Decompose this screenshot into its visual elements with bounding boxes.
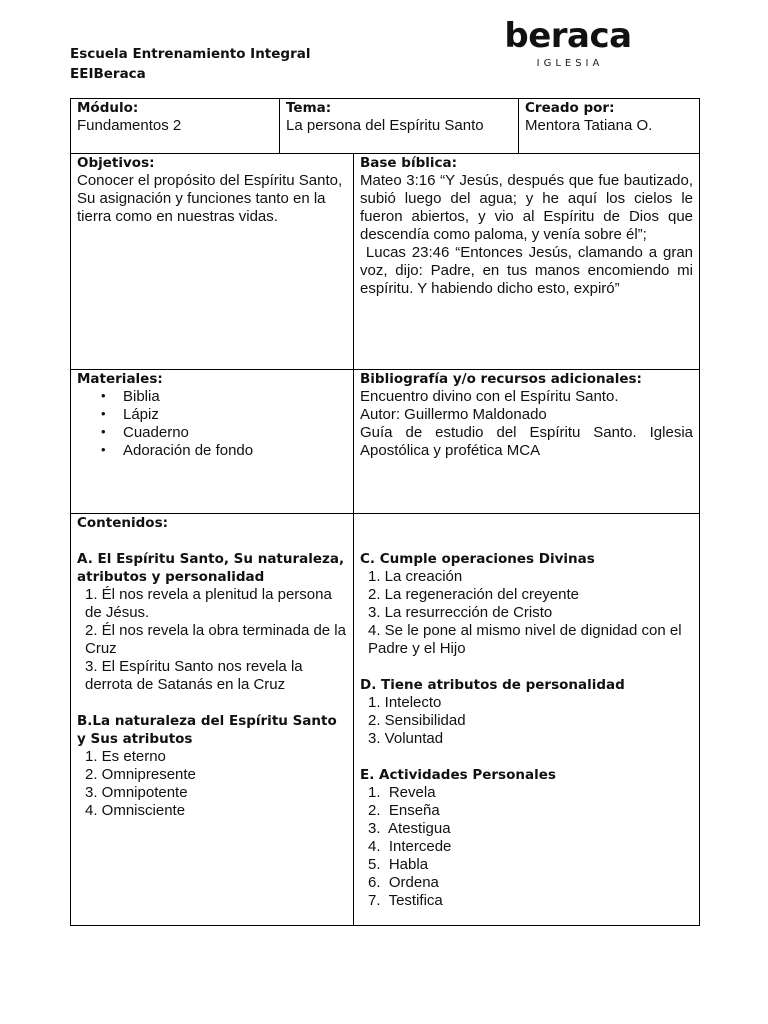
materiales-label: Materiales: [77,371,163,387]
bibliografia-line: Guía de estudio del Espíritu Santo. Iglesia Apostólica y profética MCA [360,424,694,459]
school-name-line2: EEIBeraca [70,66,146,82]
list-item: 3. La resurrección de Cristo [368,604,553,621]
objectives-row [71,154,700,370]
objetivos-cell [71,154,354,370]
bibliografia-label: Bibliografía y/o recursos adicionales: [360,371,642,387]
tema-cell [280,99,519,154]
list-item: 1. Intelecto [368,694,442,711]
church-logo [498,14,638,70]
bibliografia-cell [354,370,700,514]
section-e-title: E. Actividades Personales [360,767,556,783]
school-name [70,44,310,84]
list-item: • Adoración de fondo [101,442,347,460]
list-item: 6. Ordena [368,874,439,891]
materiales-list [77,388,347,460]
list-item: 2. Él nos revela la obra terminada de la Cruz [85,622,346,657]
section-d-title: D. Tiene atributos de personalidad [360,677,625,693]
modulo-label: Módulo: [77,100,139,116]
base-biblica-label: Base bíblica: [360,155,458,171]
creado-cell [519,99,700,154]
list-item: • Lápiz [101,406,347,424]
contenidos-left-cell [71,514,354,926]
objetivos-label: Objetivos: [77,155,155,171]
section-c-title: C. Cumple operaciones Divinas [360,551,595,567]
tema-label: Tema: [286,100,332,116]
logo-subtitle: IGLESIA [536,58,604,69]
list-item: 3. Omnipotente [85,784,188,801]
list-item: 4. Se le pone al mismo nivel de dignidad con el Padre y el Hijo [368,622,682,657]
list-item: 4. Omnisciente [85,802,186,819]
list-item: 1. Él nos revela a plenitud la persona de Jésus. [85,586,332,621]
bibliografia-line: Encuentro divino con el Espíritu Santo. [360,388,619,405]
contenidos-right-cell [354,514,700,926]
base-biblica-cell [354,154,700,370]
list-item: 3. Atestigua [368,820,451,837]
list-item: • Biblia [101,388,347,406]
list-item: 5. Habla [368,856,429,873]
tema-value: La persona del Espíritu Santo [286,117,484,134]
lesson-plan-table [70,98,700,926]
materials-row [71,370,700,514]
section-b-title: B.La naturaleza del Espíritu Santo y Sus atributos [77,713,337,747]
base-biblica-text-1: Mateo 3:16 “Y Jesús, después que fue bautizado, subió luego del agua; y he aquí los cielos le fueron abiertos, y vio al Espíritu de Dios que descendía como paloma, y venía sobre él”; [360,172,694,243]
list-item: 1. Revela [368,784,436,801]
modulo-value: Fundamentos 2 [77,117,182,134]
logo-brand: beraca [504,16,632,56]
list-item: 3. El Espíritu Santo nos revela la derrota de Satanás en la Cruz [85,658,303,693]
list-item: 2. Sensibilidad [368,712,466,729]
modulo-cell [71,99,280,154]
bibliografia-line: Autor: Guillermo Maldonado [360,406,547,423]
list-item: 2. Omnipresente [85,766,196,783]
school-name-line1: Escuela Entrenamiento Integral [70,46,311,62]
section-a-title: A. El Espíritu Santo, Su naturaleza, atributos y personalidad [77,551,345,585]
creado-value: Mentora Tatiana O. [525,117,653,134]
list-item: 4. Intercede [368,838,452,855]
base-biblica-text-2: Lucas 23:46 “Entonces Jesús, clamando a gran voz, dijo: Padre, en tus manos encomiendo mi espíritu. Y habiendo dicho esto, expiró” [360,244,698,297]
list-item: 1. Es eterno [85,748,166,765]
objetivos-text: Conocer el propósito del Espíritu Santo, Su asignación y funciones tanto en la tierra como en nuestras vidas. [77,172,343,225]
list-item: 7. Testifica [368,892,443,909]
list-item: 1. La creación [368,568,463,585]
list-item: 2. La regeneración del creyente [368,586,579,603]
materiales-cell [71,370,354,514]
header-row [71,99,700,154]
list-item: 3. Voluntad [368,730,444,747]
creado-label: Creado por: [525,100,615,116]
list-item: • Cuaderno [101,424,347,442]
contenidos-label: Contenidos: [77,515,169,531]
list-item: 2. Enseña [368,802,440,819]
contents-row [71,514,700,926]
